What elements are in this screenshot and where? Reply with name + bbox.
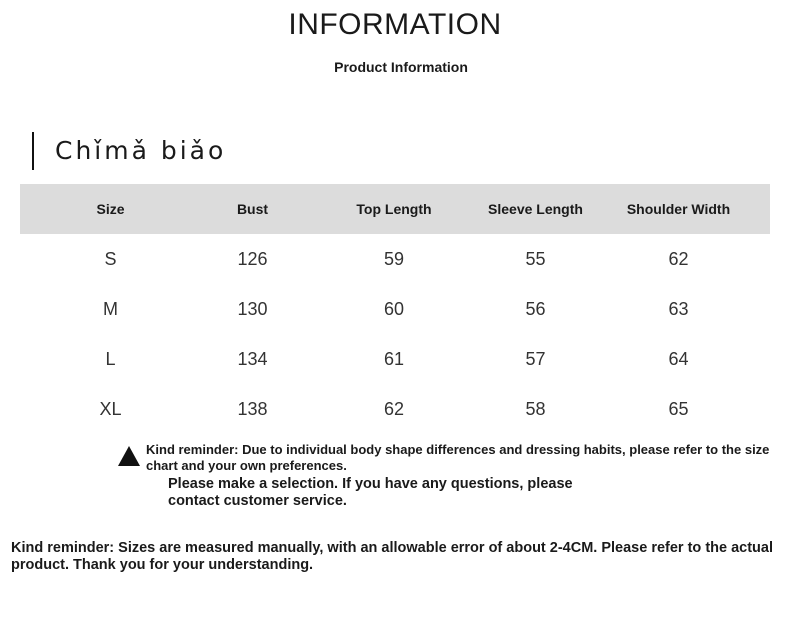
table-header-row [20, 184, 770, 234]
size-chart-table [20, 184, 770, 434]
cell-bust: 130 [237, 298, 268, 319]
measurement-note: Kind reminder: Sizes are measured manually, with an allowable error of about 2-4CM. Please refer to the actual product. Thank you for your understanding. [11, 540, 774, 573]
page-title: INFORMATION [288, 8, 502, 41]
section-divider-bar [32, 132, 34, 170]
cell-size: S [104, 248, 117, 269]
cell-bust: 134 [237, 348, 268, 369]
cell-bust: 126 [237, 248, 268, 269]
cell-shoulder-width: 63 [668, 298, 689, 319]
column-header-bust: Bust [201, 184, 304, 234]
column-header-shoulder-width: Shoulder Width [587, 184, 770, 234]
cell-sleeve-length: 58 [525, 398, 546, 419]
cell-top-length: 59 [383, 248, 405, 269]
table-row [20, 384, 770, 434]
cell-top-length: 61 [383, 348, 405, 369]
column-header-size: Size [20, 184, 201, 234]
cell-bust: 138 [237, 398, 268, 419]
column-header-sleeve-length: Sleeve Length [484, 184, 587, 234]
cell-size: L [105, 348, 116, 369]
table-row [20, 234, 770, 284]
table-row [20, 334, 770, 384]
cell-sleeve-length: 56 [525, 298, 546, 319]
selection-note: Please make a selection. If you have any questions, please contact customer service. [168, 476, 573, 509]
cell-shoulder-width: 64 [668, 348, 689, 369]
cell-shoulder-width: 62 [668, 248, 689, 269]
kind-reminder-note: Kind reminder: Due to individual body shape differences and dressing habits, please refer to the size chart and your own preferences. [146, 442, 770, 473]
cell-size: M [103, 298, 118, 319]
cell-top-length: 60 [383, 298, 405, 319]
cell-shoulder-width: 65 [668, 398, 689, 419]
column-header-top-length: Top Length [304, 184, 484, 234]
cell-sleeve-length: 57 [525, 348, 546, 369]
cell-sleeve-length: 55 [525, 248, 546, 269]
size-chart-heading: Chǐmǎ biǎo [55, 136, 227, 165]
page-subtitle: Product Information [334, 59, 468, 75]
warning-triangle-icon [117, 445, 141, 467]
cell-size: XL [99, 398, 122, 419]
cell-top-length: 62 [383, 398, 405, 419]
table-row [20, 284, 770, 334]
